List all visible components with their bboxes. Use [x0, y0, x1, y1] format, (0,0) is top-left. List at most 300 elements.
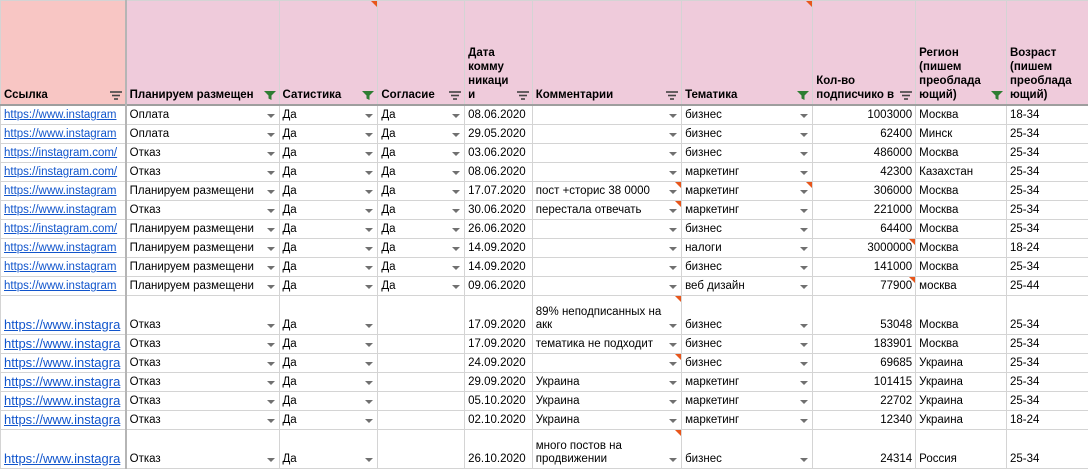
comment-cell[interactable]: много постов на продвижении [532, 430, 681, 469]
subs-cell[interactable]: 53048 [813, 296, 916, 335]
dropdown-arrow-icon[interactable] [669, 247, 677, 251]
comment-note-marker[interactable] [909, 239, 915, 245]
dropdown-arrow-icon[interactable] [800, 419, 808, 423]
comment-cell[interactable]: пост +сторис 38 0000 [532, 182, 681, 201]
dropdown-arrow-icon[interactable] [800, 209, 808, 213]
plan-cell[interactable]: Отказ [126, 201, 279, 220]
table-row [1, 296, 1088, 335]
agree-cell[interactable]: Да [378, 201, 465, 220]
date-cell[interactable]: 14.09.2020 [465, 258, 533, 277]
dropdown-arrow-icon[interactable] [800, 343, 808, 347]
dropdown-arrow-icon[interactable] [452, 152, 460, 156]
subs-cell[interactable]: 42300 [813, 163, 916, 182]
region-cell[interactable]: Казахстан [916, 163, 1007, 182]
subs-cell[interactable]: 486000 [813, 144, 916, 163]
agree-cell[interactable]: Да [378, 277, 465, 296]
age-cell[interactable]: 25-34 [1006, 258, 1088, 277]
dropdown-arrow-icon[interactable] [267, 114, 275, 118]
link-cell[interactable]: https://www.instagram [1, 201, 126, 220]
dropdown-arrow-icon[interactable] [267, 209, 275, 213]
agree-cell[interactable]: Да [378, 163, 465, 182]
dropdown-arrow-icon[interactable] [267, 285, 275, 289]
plan-cell[interactable]: Планируем размещени [126, 277, 279, 296]
header-link[interactable] [1, 1, 126, 106]
topic-cell[interactable]: маркетинг [682, 392, 813, 411]
dropdown-arrow-icon[interactable] [669, 381, 677, 385]
comment-note-marker[interactable] [806, 182, 812, 188]
comment-note-marker[interactable] [675, 182, 681, 188]
table-row [1, 201, 1088, 220]
comment-note-marker[interactable] [675, 354, 681, 360]
stat-cell[interactable]: Да [279, 182, 378, 201]
dropdown-arrow-icon[interactable] [452, 209, 460, 213]
subs-cell[interactable]: 22702 [813, 392, 916, 411]
region-cell[interactable]: Украина [916, 411, 1007, 430]
topic-cell[interactable]: маркетинг [682, 163, 813, 182]
date-cell[interactable]: 03.06.2020 [465, 144, 533, 163]
link-cell[interactable]: https://instagram.com/ [1, 220, 126, 239]
dropdown-arrow-icon[interactable] [267, 190, 275, 194]
dropdown-arrow-icon[interactable] [365, 209, 373, 213]
dropdown-arrow-icon[interactable] [365, 133, 373, 137]
link-cell[interactable]: https://www.instagram [1, 277, 126, 296]
age-cell[interactable]: 25-34 [1006, 220, 1088, 239]
subs-cell[interactable]: 306000 [813, 182, 916, 201]
region-cell[interactable]: Москва [916, 220, 1007, 239]
date-cell[interactable]: 17.07.2020 [465, 182, 533, 201]
comment-note-marker[interactable] [675, 430, 681, 436]
header-subs[interactable] [813, 1, 916, 106]
dropdown-arrow-icon[interactable] [365, 190, 373, 194]
filter-lines-icon[interactable] [517, 91, 529, 100]
stat-cell[interactable]: Да [279, 335, 378, 354]
comment-note-marker[interactable] [806, 1, 812, 7]
dropdown-arrow-icon[interactable] [800, 458, 808, 462]
date-cell[interactable]: 14.09.2020 [465, 239, 533, 258]
topic-cell[interactable]: налоги [682, 239, 813, 258]
agree-cell[interactable]: Да [378, 258, 465, 277]
region-cell[interactable]: Россия [916, 430, 1007, 469]
plan-cell[interactable]: Отказ [126, 335, 279, 354]
agree-cell[interactable]: Да [378, 220, 465, 239]
dropdown-arrow-icon[interactable] [800, 381, 808, 385]
comment-cell[interactable] [532, 258, 681, 277]
topic-cell[interactable]: бизнес [682, 296, 813, 335]
filter-funnel-icon[interactable] [264, 91, 276, 100]
dropdown-arrow-icon[interactable] [669, 266, 677, 270]
topic-cell[interactable]: бизнес [682, 354, 813, 373]
region-cell[interactable]: Москва [916, 144, 1007, 163]
dropdown-arrow-icon[interactable] [267, 458, 275, 462]
dropdown-arrow-icon[interactable] [669, 458, 677, 462]
filter-lines-icon[interactable] [110, 91, 122, 100]
dropdown-arrow-icon[interactable] [267, 400, 275, 404]
age-cell[interactable]: 25-34 [1006, 182, 1088, 201]
table-row [1, 335, 1088, 354]
age-cell[interactable]: 18-34 [1006, 105, 1088, 125]
table-row [1, 411, 1088, 430]
dropdown-arrow-icon[interactable] [365, 343, 373, 347]
dropdown-arrow-icon[interactable] [267, 419, 275, 423]
dropdown-arrow-icon[interactable] [669, 133, 677, 137]
agree-cell[interactable]: Да [378, 144, 465, 163]
region-cell[interactable]: Украина [916, 373, 1007, 392]
link-cell[interactable]: https://www.instagram [1, 105, 126, 125]
region-cell[interactable]: Москва [916, 239, 1007, 258]
header-region[interactable] [916, 1, 1007, 106]
region-cell[interactable]: Украина [916, 392, 1007, 411]
dropdown-arrow-icon[interactable] [365, 171, 373, 175]
header-label: Дата комму никаци и [468, 47, 509, 101]
topic-cell[interactable]: бизнес [682, 258, 813, 277]
dropdown-arrow-icon[interactable] [267, 266, 275, 270]
header-stat[interactable] [279, 1, 378, 106]
comment-note-marker[interactable] [675, 201, 681, 207]
plan-cell[interactable]: Отказ [126, 354, 279, 373]
dropdown-arrow-icon[interactable] [452, 228, 460, 232]
comment-cell[interactable]: перестала отвечать [532, 201, 681, 220]
topic-cell[interactable]: маркетинг [682, 411, 813, 430]
region-cell[interactable]: Москва [916, 105, 1007, 125]
table-row [1, 144, 1088, 163]
age-cell[interactable]: 25-44 [1006, 277, 1088, 296]
date-cell[interactable]: 26.06.2020 [465, 220, 533, 239]
comment-cell[interactable]: Украина [532, 392, 681, 411]
agree-cell[interactable]: Да [378, 125, 465, 144]
comment-note-marker[interactable] [909, 277, 915, 283]
header-comment[interactable] [532, 1, 681, 106]
plan-cell[interactable]: Планируем размещени [126, 220, 279, 239]
table-row [1, 392, 1088, 411]
dropdown-arrow-icon[interactable] [267, 324, 275, 328]
header-label: Возраст (пишем преоблада ющий) [1009, 47, 1072, 101]
agree-cell[interactable] [378, 430, 465, 469]
dropdown-arrow-icon[interactable] [452, 266, 460, 270]
dropdown-arrow-icon[interactable] [669, 343, 677, 347]
link-cell[interactable]: https://instagram.com/ [1, 144, 126, 163]
link-cell[interactable]: https://www.instagram [1, 182, 126, 201]
filter-lines-icon[interactable] [900, 91, 912, 100]
subs-cell[interactable]: 24314 [813, 430, 916, 469]
comment-cell[interactable] [532, 239, 681, 258]
header-agree[interactable] [378, 1, 465, 106]
link-cell[interactable]: https://instagram.com/ [1, 163, 126, 182]
dropdown-arrow-icon[interactable] [267, 343, 275, 347]
age-cell[interactable]: 25-34 [1006, 392, 1088, 411]
link-cell[interactable]: https://www.instagram [1, 258, 126, 277]
comment-cell[interactable] [532, 105, 681, 125]
header-topic[interactable] [682, 1, 813, 106]
link-cell[interactable]: https://www.instagra [1, 411, 126, 430]
header-date[interactable] [465, 1, 533, 106]
link-cell[interactable]: https://www.instagra [1, 392, 126, 411]
age-cell[interactable]: 25-34 [1006, 430, 1088, 469]
header-label: Согласие [381, 89, 435, 101]
link-cell[interactable]: https://www.instagra [1, 430, 126, 469]
link-cell[interactable]: https://www.instagra [1, 373, 126, 392]
dropdown-arrow-icon[interactable] [267, 381, 275, 385]
subs-cell[interactable]: 1003000 [813, 105, 916, 125]
stat-cell[interactable]: Да [279, 411, 378, 430]
region-cell[interactable]: Минск [916, 125, 1007, 144]
stat-cell[interactable]: Да [279, 296, 378, 335]
agree-cell[interactable] [378, 354, 465, 373]
table-row [1, 163, 1088, 182]
dropdown-arrow-icon[interactable] [365, 247, 373, 251]
dropdown-arrow-icon[interactable] [669, 171, 677, 175]
dropdown-arrow-icon[interactable] [365, 114, 373, 118]
subs-cell[interactable]: 221000 [813, 201, 916, 220]
date-cell[interactable]: 05.10.2020 [465, 392, 533, 411]
topic-cell[interactable]: веб дизайн [682, 277, 813, 296]
date-cell[interactable]: 29.05.2020 [465, 125, 533, 144]
age-cell[interactable]: 25-34 [1006, 335, 1088, 354]
table-body [1, 105, 1088, 469]
comment-cell[interactable] [532, 125, 681, 144]
table-row [1, 258, 1088, 277]
dropdown-arrow-icon[interactable] [800, 247, 808, 251]
subs-cell[interactable]: 183901 [813, 335, 916, 354]
dropdown-arrow-icon[interactable] [669, 152, 677, 156]
dropdown-arrow-icon[interactable] [669, 400, 677, 404]
plan-cell[interactable]: Оплата [126, 125, 279, 144]
subs-cell[interactable]: 64400 [813, 220, 916, 239]
date-cell[interactable]: 09.06.2020 [465, 277, 533, 296]
topic-cell[interactable]: бизнес [682, 430, 813, 469]
dropdown-arrow-icon[interactable] [267, 228, 275, 232]
header-label: Планируем размещен [129, 89, 254, 101]
dropdown-arrow-icon[interactable] [669, 362, 677, 366]
age-cell[interactable]: 25-34 [1006, 144, 1088, 163]
date-cell[interactable]: 08.06.2020 [465, 163, 533, 182]
dropdown-arrow-icon[interactable] [800, 362, 808, 366]
subs-cell[interactable]: 141000 [813, 258, 916, 277]
agree-cell[interactable]: Да [378, 182, 465, 201]
age-cell[interactable]: 25-34 [1006, 373, 1088, 392]
date-cell[interactable]: 30.06.2020 [465, 201, 533, 220]
header-row [1, 1, 1088, 106]
comment-cell[interactable]: 89% неподписанных на акк [532, 296, 681, 335]
dropdown-arrow-icon[interactable] [365, 381, 373, 385]
subs-cell[interactable]: 62400 [813, 125, 916, 144]
age-cell[interactable]: 25-34 [1006, 125, 1088, 144]
dropdown-arrow-icon[interactable] [800, 400, 808, 404]
subs-cell[interactable]: 101415 [813, 373, 916, 392]
comment-cell[interactable] [532, 354, 681, 373]
comment-cell[interactable] [532, 144, 681, 163]
agree-cell[interactable] [378, 296, 465, 335]
plan-cell[interactable]: Отказ [126, 373, 279, 392]
dropdown-arrow-icon[interactable] [365, 285, 373, 289]
dropdown-arrow-icon[interactable] [800, 228, 808, 232]
link-cell[interactable]: https://www.instagram [1, 125, 126, 144]
age-cell[interactable]: 18-24 [1006, 411, 1088, 430]
stat-cell[interactable]: Да [279, 277, 378, 296]
date-cell[interactable]: 26.10.2020 [465, 430, 533, 469]
plan-cell[interactable]: Отказ [126, 411, 279, 430]
dropdown-arrow-icon[interactable] [669, 324, 677, 328]
stat-cell[interactable]: Да [279, 201, 378, 220]
comment-cell[interactable] [532, 277, 681, 296]
region-cell[interactable]: Москва [916, 296, 1007, 335]
age-cell[interactable]: 25-34 [1006, 201, 1088, 220]
filter-funnel-icon[interactable] [362, 91, 374, 100]
filter-lines-icon[interactable] [666, 91, 678, 100]
region-cell[interactable]: Москва [916, 182, 1007, 201]
dropdown-arrow-icon[interactable] [267, 362, 275, 366]
agree-cell[interactable] [378, 411, 465, 430]
dropdown-arrow-icon[interactable] [365, 152, 373, 156]
agree-cell[interactable]: Да [378, 105, 465, 125]
comment-cell[interactable]: тематика не подходит [532, 335, 681, 354]
region-cell[interactable]: Украина [916, 354, 1007, 373]
header-age[interactable] [1006, 1, 1088, 106]
comment-cell[interactable] [532, 220, 681, 239]
date-cell[interactable]: 29.09.2020 [465, 373, 533, 392]
stat-cell[interactable]: Да [279, 354, 378, 373]
stat-cell[interactable]: Да [279, 373, 378, 392]
topic-cell[interactable]: бизнес [682, 144, 813, 163]
link-cell[interactable]: https://www.instagra [1, 296, 126, 335]
age-cell[interactable]: 18-24 [1006, 239, 1088, 258]
dropdown-arrow-icon[interactable] [267, 152, 275, 156]
dropdown-arrow-icon[interactable] [669, 285, 677, 289]
dropdown-arrow-icon[interactable] [452, 133, 460, 137]
age-cell[interactable]: 25-34 [1006, 163, 1088, 182]
table-row [1, 430, 1088, 469]
dropdown-arrow-icon[interactable] [669, 114, 677, 118]
stat-cell[interactable]: Да [279, 220, 378, 239]
date-cell[interactable]: 08.06.2020 [465, 105, 533, 125]
dropdown-arrow-icon[interactable] [800, 285, 808, 289]
subs-cell[interactable]: 12340 [813, 411, 916, 430]
dropdown-arrow-icon[interactable] [800, 266, 808, 270]
subs-cell[interactable]: 3000000 [813, 239, 916, 258]
plan-cell[interactable]: Планируем размещени [126, 182, 279, 201]
agree-cell[interactable]: Да [378, 239, 465, 258]
region-cell[interactable]: Москва [916, 258, 1007, 277]
link-cell[interactable]: https://www.instagram [1, 239, 126, 258]
stat-cell[interactable]: Да [279, 258, 378, 277]
dropdown-arrow-icon[interactable] [800, 190, 808, 194]
topic-cell[interactable]: бизнес [682, 105, 813, 125]
dropdown-arrow-icon[interactable] [452, 285, 460, 289]
dropdown-arrow-icon[interactable] [452, 247, 460, 251]
dropdown-arrow-icon[interactable] [800, 171, 808, 175]
date-cell[interactable]: 02.10.2020 [465, 411, 533, 430]
link-cell[interactable]: https://www.instagra [1, 354, 126, 373]
age-cell[interactable]: 25-34 [1006, 354, 1088, 373]
comment-cell[interactable] [532, 163, 681, 182]
region-cell[interactable]: Москва [916, 335, 1007, 354]
plan-cell[interactable]: Планируем размещени [126, 258, 279, 277]
agree-cell[interactable] [378, 392, 465, 411]
topic-cell[interactable]: маркетинг [682, 182, 813, 201]
stat-cell[interactable]: Да [279, 239, 378, 258]
agree-cell[interactable] [378, 335, 465, 354]
plan-cell[interactable]: Оплата [126, 105, 279, 125]
filter-lines-icon[interactable] [449, 91, 461, 100]
dropdown-arrow-icon[interactable] [452, 114, 460, 118]
date-cell[interactable]: 24.09.2020 [465, 354, 533, 373]
comment-cell[interactable]: Украина [532, 373, 681, 392]
table-row [1, 354, 1088, 373]
plan-cell[interactable]: Отказ [126, 392, 279, 411]
dropdown-arrow-icon[interactable] [452, 190, 460, 194]
dropdown-arrow-icon[interactable] [365, 419, 373, 423]
topic-cell[interactable]: бизнес [682, 125, 813, 144]
dropdown-arrow-icon[interactable] [669, 419, 677, 423]
dropdown-arrow-icon[interactable] [267, 247, 275, 251]
plan-cell[interactable]: Отказ [126, 144, 279, 163]
topic-cell[interactable]: бизнес [682, 220, 813, 239]
stat-cell[interactable]: Да [279, 144, 378, 163]
plan-cell[interactable]: Отказ [126, 163, 279, 182]
header-plan[interactable] [126, 1, 279, 106]
subs-cell[interactable]: 69685 [813, 354, 916, 373]
dropdown-arrow-icon[interactable] [365, 400, 373, 404]
dropdown-arrow-icon[interactable] [669, 190, 677, 194]
dropdown-arrow-icon[interactable] [365, 324, 373, 328]
topic-cell[interactable]: бизнес [682, 335, 813, 354]
date-cell[interactable]: 17.09.2020 [465, 296, 533, 335]
stat-cell[interactable]: Да [279, 392, 378, 411]
plan-cell[interactable]: Отказ [126, 430, 279, 469]
plan-cell[interactable]: Планируем размещени [126, 239, 279, 258]
table-row [1, 105, 1088, 125]
dropdown-arrow-icon[interactable] [365, 458, 373, 462]
dropdown-arrow-icon[interactable] [800, 133, 808, 137]
dropdown-arrow-icon[interactable] [267, 133, 275, 137]
dropdown-arrow-icon[interactable] [800, 152, 808, 156]
stat-cell[interactable]: Да [279, 105, 378, 125]
table-row [1, 125, 1088, 144]
header-label: Кол-во подписчико в [816, 75, 895, 101]
link-cell[interactable]: https://www.instagra [1, 335, 126, 354]
comment-note-marker[interactable] [371, 1, 377, 7]
subs-cell[interactable]: 77900 [813, 277, 916, 296]
dropdown-arrow-icon[interactable] [669, 228, 677, 232]
comment-note-marker[interactable] [675, 296, 681, 302]
filter-funnel-icon[interactable] [991, 91, 1003, 100]
comment-cell[interactable]: Украина [532, 411, 681, 430]
dropdown-arrow-icon[interactable] [800, 114, 808, 118]
header-label: Регион (пишем преоблада ющий) [919, 47, 981, 101]
stat-cell[interactable]: Да [279, 430, 378, 469]
topic-cell[interactable]: маркетинг [682, 201, 813, 220]
date-cell[interactable]: 17.09.2020 [465, 335, 533, 354]
dropdown-arrow-icon[interactable] [365, 228, 373, 232]
dropdown-arrow-icon[interactable] [669, 209, 677, 213]
plan-cell[interactable]: Отказ [126, 296, 279, 335]
topic-cell[interactable]: маркетинг [682, 373, 813, 392]
dropdown-arrow-icon[interactable] [365, 266, 373, 270]
stat-cell[interactable]: Да [279, 163, 378, 182]
table-row [1, 239, 1088, 258]
filter-funnel-icon[interactable] [797, 91, 809, 100]
region-cell[interactable]: Москва [916, 201, 1007, 220]
dropdown-arrow-icon[interactable] [267, 171, 275, 175]
dropdown-arrow-icon[interactable] [800, 324, 808, 328]
region-cell[interactable]: москва [916, 277, 1007, 296]
stat-cell[interactable]: Да [279, 125, 378, 144]
header-label: Ссылка [4, 89, 48, 101]
age-cell[interactable]: 25-34 [1006, 296, 1088, 335]
dropdown-arrow-icon[interactable] [452, 171, 460, 175]
agree-cell[interactable] [378, 373, 465, 392]
dropdown-arrow-icon[interactable] [365, 362, 373, 366]
header-label: Тематика [685, 89, 738, 101]
